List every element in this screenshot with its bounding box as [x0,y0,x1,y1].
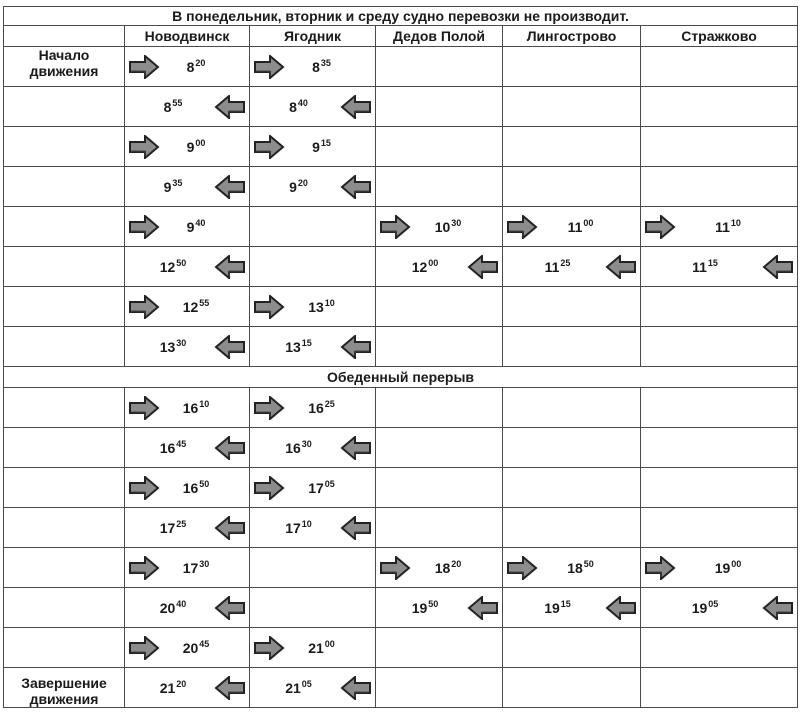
time-hours: 12 [159,258,176,275]
empty-cell [503,628,641,668]
schedule-row [4,508,798,548]
departure-cell [250,127,376,167]
time-minutes: 15 [560,598,571,609]
time-minutes: 35 [320,57,331,68]
departure-time [376,600,502,616]
departure-time [503,600,640,616]
time-minutes: 50 [176,257,187,268]
empty-cell [503,388,641,428]
departure-time [250,400,375,416]
departure-cell [250,508,376,548]
departure-time [125,99,249,115]
time-minutes: 00 [195,137,206,148]
time-minutes: 05 [708,598,719,609]
station-header-row [4,26,798,47]
empty-cell [503,428,641,468]
row-stub [4,548,125,588]
departure-cell [503,247,641,287]
time-hours: 21 [159,679,176,696]
schedule-row [4,468,798,508]
time-hours: 9 [312,138,320,155]
stub-label-line: Завершение [21,675,107,691]
time-minutes: 25 [324,398,335,409]
departure-time [125,520,249,536]
departure-cell [503,207,641,247]
empty-cell [503,87,641,127]
departure-cell [125,548,250,588]
departure-cell [641,548,798,588]
time-hours: 16 [182,479,199,496]
schedule-row [4,127,798,167]
departure-cell [125,47,250,87]
station-header: Ягодник [250,26,376,47]
schedule-row [4,87,798,127]
departure-time [250,139,375,155]
row-stub [4,588,125,628]
time-hours: 8 [289,98,297,115]
empty-cell [641,628,798,668]
departure-time [125,640,249,656]
empty-cell [376,508,503,548]
time-hours: 18 [434,559,451,576]
time-hours: 17 [285,519,301,536]
time-hours: 18 [567,559,583,576]
time-minutes: 30 [451,217,462,228]
time-minutes: 20 [176,678,187,689]
departure-cell [376,207,503,247]
time-minutes: 00 [583,217,594,228]
time-hours: 11 [544,258,560,275]
departure-time [641,600,797,616]
departure-time [125,259,249,275]
time-hours: 19 [544,599,560,616]
time-hours: 20 [182,639,199,656]
time-hours: 12 [182,298,199,315]
empty-cell [641,167,798,207]
time-hours: 17 [159,519,176,536]
time-hours: 16 [159,439,176,456]
time-hours: 19 [691,599,708,616]
time-hours: 9 [289,178,297,195]
stub-label-line: движения [29,63,99,79]
time-hours: 12 [411,258,428,275]
afternoon-schedule [4,388,798,708]
stub-label-line: движения [29,691,99,707]
time-hours: 11 [692,258,707,275]
time-minutes: 05 [324,478,335,489]
time-hours: 11 [567,218,583,235]
empty-cell [376,628,503,668]
time-minutes: 30 [199,558,210,569]
departure-time [250,179,375,195]
departure-time [125,59,249,75]
departure-cell [376,247,503,287]
empty-cell [503,167,641,207]
empty-cell [376,167,503,207]
time-minutes: 50 [583,558,594,569]
time-hours: 8 [186,58,195,75]
departure-time [641,259,797,275]
station-header: Лингострово [503,26,641,47]
departure-time [250,299,375,315]
departure-time [125,400,249,416]
station-header: Дедов Полой [376,26,503,47]
departure-time [125,480,249,496]
row-stub [4,508,125,548]
schedule-row [4,668,798,708]
departure-time [376,259,502,275]
departure-cell [125,207,250,247]
schedule-row [4,207,798,247]
empty-cell [641,87,798,127]
schedule-row [4,287,798,327]
departure-time [250,59,375,75]
time-minutes: 10 [199,398,210,409]
departure-cell [503,588,641,628]
row-stub [4,207,125,247]
departure-time [376,560,502,576]
departure-cell [250,468,376,508]
departure-cell [125,388,250,428]
schedule-row [4,247,798,287]
time-hours: 13 [159,338,176,355]
empty-cell [503,668,641,708]
time-minutes: 50 [428,598,439,609]
empty-cell [376,127,503,167]
row-stub [4,127,125,167]
row-stub [4,628,125,668]
ferry-timetable [3,6,798,708]
schedule-row [4,428,798,468]
departure-time [125,219,249,235]
empty-cell [503,287,641,327]
time-hours: 13 [308,298,324,315]
time-minutes: 00 [324,638,335,649]
empty-cell [376,468,503,508]
empty-cell [250,207,376,247]
time-hours: 19 [411,599,428,616]
departure-time [125,139,249,155]
time-hours: 9 [163,178,172,195]
departure-cell [250,87,376,127]
time-hours: 16 [308,399,324,416]
empty-cell [503,327,641,367]
departure-cell [125,287,250,327]
schedule-row [4,548,798,588]
departure-cell [125,127,250,167]
time-hours: 21 [308,639,324,656]
departure-cell [125,668,250,708]
stub-label-line: Начало [38,47,90,63]
empty-cell [641,287,798,327]
time-hours: 13 [285,338,301,355]
departure-time [376,219,502,235]
empty-cell [376,327,503,367]
row-stub [4,327,125,367]
time-minutes: 15 [320,137,331,148]
time-minutes: 20 [451,558,462,569]
time-minutes: 20 [195,57,206,68]
row-stub [4,428,125,468]
row-stub [4,388,125,428]
departure-cell [250,388,376,428]
empty-cell [376,668,503,708]
time-minutes: 10 [730,217,741,228]
empty-cell [250,247,376,287]
departure-cell [125,428,250,468]
time-minutes: 55 [199,297,210,308]
departure-time [125,560,249,576]
time-hours: 9 [186,138,195,155]
time-minutes: 20 [297,177,308,188]
time-minutes: 50 [199,478,210,489]
row-stub [4,87,125,127]
departure-time [125,299,249,315]
departure-time [641,219,797,235]
time-hours: 11 [715,218,730,235]
empty-cell [376,287,503,327]
schedule-row [4,588,798,628]
schedule-row [4,388,798,428]
empty-cell [641,428,798,468]
time-minutes: 00 [731,558,742,569]
lunch-break-label: Обеденный перерыв [4,367,798,388]
time-minutes: 10 [324,297,335,308]
time-minutes: 15 [301,337,312,348]
departure-time [125,600,249,616]
row-stub [4,247,125,287]
notice-banner: В понедельник, вторник и среду судно перевозки не производит. [4,7,798,26]
empty-cell [503,127,641,167]
departure-time [250,440,375,456]
departure-cell [250,47,376,87]
empty-cell [641,468,798,508]
time-minutes: 30 [176,337,187,348]
empty-cell [641,668,798,708]
time-minutes: 45 [199,638,210,649]
time-minutes: 30 [301,438,312,449]
schedule-row [4,327,798,367]
time-hours: 16 [182,399,199,416]
departure-time [641,560,797,576]
time-minutes: 25 [176,518,187,529]
departure-cell [125,247,250,287]
time-minutes: 25 [560,257,571,268]
departure-cell [125,588,250,628]
departure-cell [125,87,250,127]
header-stub [4,26,125,47]
empty-cell [376,87,503,127]
departure-time [503,259,640,275]
time-hours: 8 [312,58,320,75]
departure-time [125,680,249,696]
departure-cell [125,508,250,548]
departure-cell [503,548,641,588]
departure-time [125,179,249,195]
station-header: Стражково [641,26,798,47]
departure-time [250,520,375,536]
start-of-service-label [4,47,125,87]
departure-cell [125,628,250,668]
empty-cell [641,508,798,548]
departure-time [250,99,375,115]
time-minutes: 05 [301,678,312,689]
departure-time [503,219,640,235]
row-stub [4,287,125,327]
time-minutes: 00 [428,257,439,268]
time-hours: 9 [186,218,195,235]
departure-cell [125,327,250,367]
empty-cell [641,47,798,87]
schedule-row [4,167,798,207]
time-hours: 10 [434,218,451,235]
empty-cell [641,327,798,367]
departure-time [250,640,375,656]
morning-schedule [4,47,798,367]
departure-cell [250,428,376,468]
time-hours: 19 [714,559,731,576]
time-hours: 17 [308,479,324,496]
row-stub [4,167,125,207]
departure-cell [250,668,376,708]
empty-cell [376,388,503,428]
empty-cell [503,468,641,508]
departure-time [503,560,640,576]
departure-cell [250,287,376,327]
end-of-service-label [4,668,125,708]
departure-cell [125,167,250,207]
departure-cell [641,247,798,287]
departure-cell [125,468,250,508]
departure-cell [641,588,798,628]
departure-time [125,339,249,355]
empty-cell [376,428,503,468]
time-minutes: 40 [297,97,308,108]
departure-time [250,680,375,696]
time-minutes: 40 [176,598,187,609]
empty-cell [503,508,641,548]
departure-time [125,440,249,456]
time-hours: 8 [163,98,172,115]
empty-cell [641,388,798,428]
departure-cell [250,628,376,668]
time-hours: 17 [182,559,199,576]
schedule-row [4,628,798,668]
departure-cell [250,167,376,207]
empty-cell [503,47,641,87]
departure-cell [376,588,503,628]
schedule-row [4,47,798,87]
time-minutes: 55 [172,97,183,108]
empty-cell [250,588,376,628]
time-minutes: 15 [707,257,718,268]
departure-time [250,339,375,355]
departure-time [250,480,375,496]
time-minutes: 10 [301,518,312,529]
time-minutes: 45 [176,438,187,449]
time-hours: 21 [285,679,301,696]
empty-cell [641,127,798,167]
station-header: Новодвинск [125,26,250,47]
row-stub [4,468,125,508]
empty-cell [250,548,376,588]
time-minutes: 35 [172,177,183,188]
empty-cell [376,47,503,87]
time-hours: 20 [159,599,176,616]
departure-cell [250,327,376,367]
departure-cell [641,207,798,247]
time-minutes: 40 [195,217,206,228]
time-hours: 16 [285,439,301,456]
departure-cell [376,548,503,588]
